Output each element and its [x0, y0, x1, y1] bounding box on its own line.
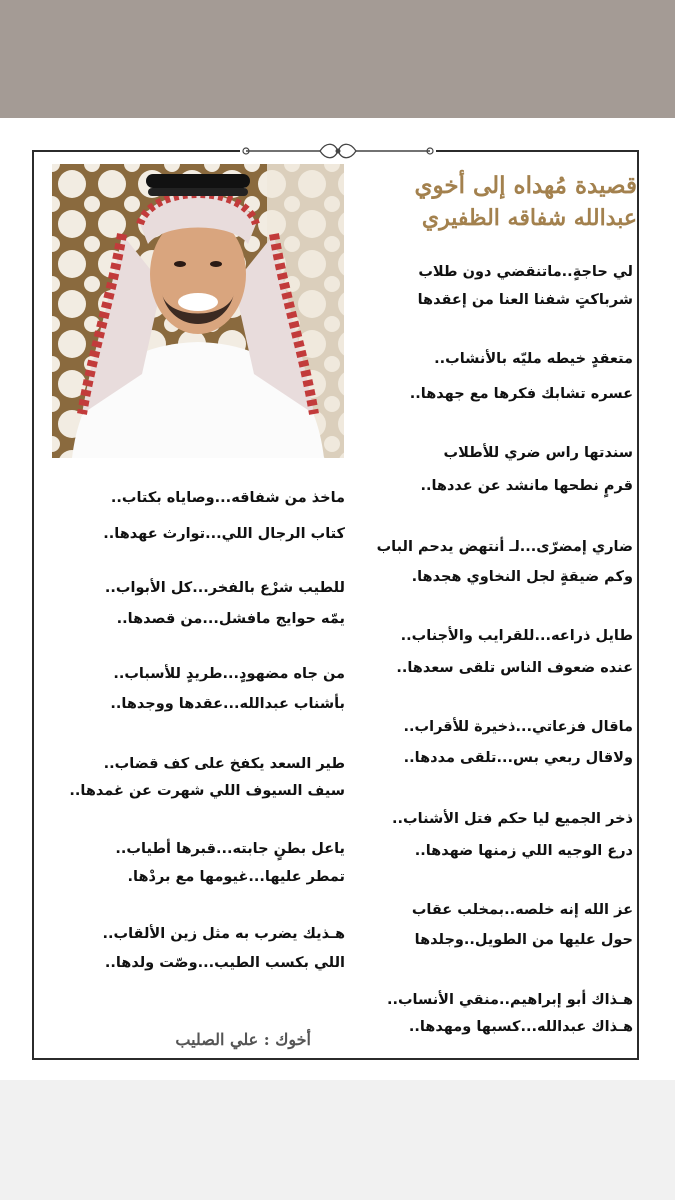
verse-line: عسره تشابك فكرها مع جهدها.. — [409, 386, 633, 402]
verse-line: ولاقال ربعي بس...تلقى مددها.. — [403, 750, 633, 766]
verse-line: سيف السيوف اللي شهرت عن غمدها.. — [69, 783, 345, 799]
verse-line: عز الله إنه خلصه..بمخلب عقاب — [411, 902, 633, 918]
verse-line: هـذاك عبدالله...كسبها ومهدها.. — [408, 1019, 633, 1035]
verse-line: وكم ضيقةٍ لجل النخاوي هجدها. — [411, 569, 633, 585]
verse-line: طير السعد يكفخ على كف قضاب.. — [103, 756, 345, 772]
verse-line: كتاب الرجال اللي...توارث عهدها.. — [103, 526, 345, 542]
verse-line: حول عليها من الطويل..وجلدها — [414, 932, 633, 948]
verse-line: تمطر عليها...غيومها مع بردْها. — [127, 869, 345, 885]
verse-line: متعقدٍ خيطه مليّه بالأنشاب.. — [434, 351, 633, 367]
verse-line: ماقال فزعاتي...ذخيرة للأقراب.. — [403, 719, 633, 735]
top-banner — [0, 0, 675, 118]
poet-signature: أخوك : علي الصليب — [175, 1030, 311, 1049]
verse-line: اللي بكسب الطيب...وصّت ولدها.. — [104, 955, 345, 971]
verse-line: عنده ضعوف الناس تلقى سعدها.. — [396, 660, 633, 676]
verse-line: من جاه مضهودٍ...طريدٍ للأسباب.. — [113, 666, 345, 682]
verse-line: ذخر الجميع ليا حكم فتل الأشناب.. — [392, 811, 633, 827]
verse-line: لي حاجةٍ..ماتنقضي دون طلاب — [418, 264, 633, 280]
verse-line: طايل ذراعه...للقرايب والأجناب.. — [400, 628, 633, 644]
verse-line: هـذاك أبو إبراهيم..منقي الأنساب.. — [386, 992, 633, 1008]
ornament-divider — [240, 140, 436, 162]
verse-line: درع الوجيه اللي زمنها ضهدها.. — [414, 843, 633, 859]
verse-line: شرباكتٍ شفنا العنا من إعقدها — [417, 292, 633, 308]
verse-line: يمّه حوايج مافشل...من قصدها.. — [116, 611, 345, 627]
verse-line: بأشناب عبدالله...عقدها ووجدها.. — [110, 696, 345, 712]
verse-line: ضاري إمضرّى...لـ أنتهض يدحم الباب — [376, 539, 633, 555]
poem-title-line2: عبدالله شفاقه الظفيري — [421, 205, 637, 231]
verse-line: سندتها راس ضري للأطلاب — [443, 445, 633, 461]
verse-line: هـذيك يضرب به مثل زين الألقاب.. — [102, 926, 345, 942]
portrait-photo — [52, 164, 344, 458]
poem-title-line1: قصيدة مُهداه إلى أخوي — [414, 172, 637, 199]
verse-line: ياعل بطنٍ جابته...قبرها أطياب.. — [115, 841, 345, 857]
verse-line: ماخذ من شفاقه...وصاياه بكتاب.. — [110, 490, 345, 506]
verse-line: قرمٍ نطحها مانشد عن عددها.. — [420, 478, 633, 494]
bottom-margin — [0, 1080, 675, 1200]
verse-line: للطيب شرْع بالفخر...كل الأبواب.. — [104, 580, 345, 596]
